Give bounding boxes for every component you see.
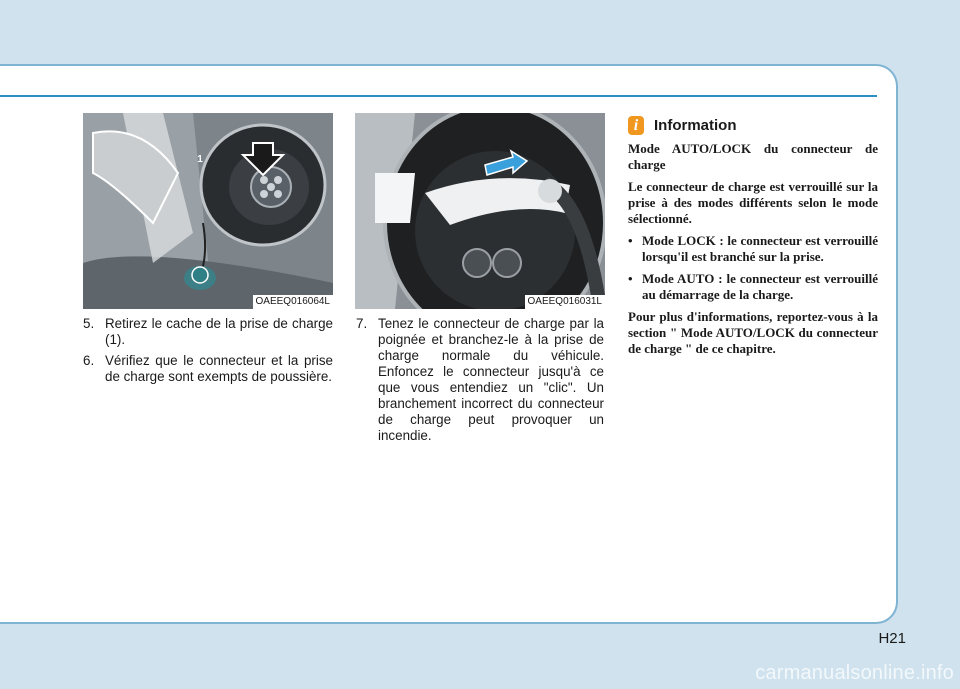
bullet-item bbox=[628, 233, 878, 265]
information-bullets bbox=[628, 233, 878, 303]
step-text: Retirez le cache de la prise de charge (1). bbox=[105, 316, 333, 347]
step-item bbox=[83, 316, 333, 348]
page-number: H21 bbox=[878, 630, 906, 647]
bullet-item bbox=[628, 271, 878, 303]
bullet-icon: • bbox=[628, 271, 633, 286]
information-subtitle: Mode AUTO/LOCK du connecteur de charge bbox=[628, 141, 878, 172]
info-icon: i bbox=[628, 116, 644, 135]
information-closing: Pour plus d'informations, reportez-vous à la section " Mode AUTO/LOCK du connecteur de charge " de ce chapitre. bbox=[628, 309, 878, 356]
bullet-icon: • bbox=[628, 233, 633, 248]
bullet-text: Mode LOCK : le connecteur est verrouillé lorsqu'il est branché sur la prise. bbox=[642, 233, 878, 264]
watermark: carmanualsonline.info bbox=[755, 662, 954, 684]
header-rule bbox=[0, 95, 877, 97]
figure-code: OAEEQ016031L bbox=[525, 295, 606, 309]
step-text: Tenez le connecteur de charge par la poignée et branchez-le à la prise de charge normale du véhicule. Enfoncez le connecteur jusqu'à ce que vous entendiez un "clic". Un branchement incorrect du connecteur de charge peut provoquer un incendie. bbox=[378, 316, 604, 443]
step-item bbox=[83, 353, 333, 385]
callout-circle bbox=[192, 267, 208, 283]
callout-number: 1 bbox=[197, 154, 203, 165]
step-number: 7. bbox=[356, 316, 368, 331]
charging-port-photo bbox=[83, 113, 333, 309]
information-box bbox=[628, 114, 878, 363]
step-item bbox=[356, 316, 604, 444]
step-number: 6. bbox=[83, 353, 95, 368]
information-intro: Le connecteur de charge est verrouillé sur la prise à des modes différents selon le mode sélectionné. bbox=[628, 179, 878, 226]
step-number: 5. bbox=[83, 316, 95, 331]
connector-illustration bbox=[355, 113, 605, 309]
charging-port-illustration bbox=[83, 113, 333, 309]
bullet-text: Mode AUTO : le connecteur est verrouillé au démarrage de la charge. bbox=[642, 271, 878, 302]
connector-photo bbox=[355, 113, 605, 309]
figure-code: OAEEQ016064L bbox=[253, 295, 334, 309]
steps-list-center bbox=[356, 316, 604, 449]
step-text: Vérifiez que le connecteur et la prise de charge sont exempts de poussière. bbox=[105, 353, 333, 384]
information-header bbox=[628, 114, 878, 136]
steps-list-left bbox=[83, 316, 333, 390]
information-title: Information bbox=[654, 116, 737, 134]
